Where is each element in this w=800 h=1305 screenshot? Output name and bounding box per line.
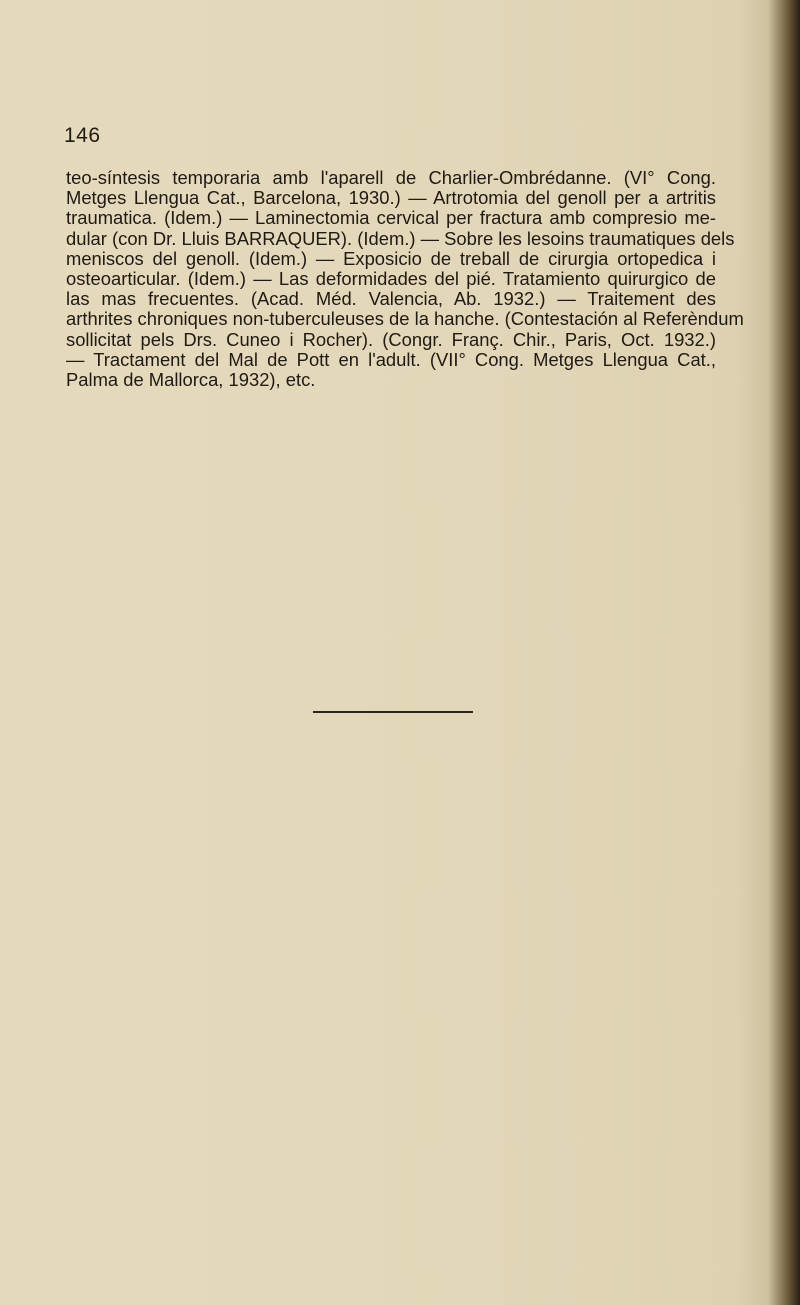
text-line: teo-síntesis temporaria amb l'aparell de Charlier-Ombrédanne. (VI° Cong.	[66, 167, 716, 188]
text-line: arthrites chroniques non-tuberculeuses de la hanche. (Contestación al Referèndum	[66, 308, 744, 330]
text-line: las mas frecuentes. (Acad. Méd. Valencia, Ab. 1932.) — Traitement des	[66, 288, 716, 310]
text-line: Metges Llengua Cat., Barcelona, 1930.) — Artrotomia del genoll per a artritis	[66, 187, 716, 209]
text-line: Palma de Mallorca, 1932), etc.	[66, 369, 316, 391]
text-line: — Tractament del Mal de Pott en l'adult. (VII° Cong. Metges Llengua Cat.,	[66, 348, 716, 370]
bibliography-paragraph	[66, 167, 744, 391]
text-line: traumatica. (Idem.) — Laminectomia cervical per fractura amb compresio me-	[66, 207, 716, 229]
text-line: dular (con Dr. Lluis BARRAQUER). (Idem.) — Sobre les lesoins traumatiques dels	[66, 227, 735, 249]
text-line: osteoarticular. (Idem.) — Las deformidades del pié. Tratamiento quirurgico de	[66, 268, 716, 290]
page-number: 146	[64, 124, 101, 147]
text-line: meniscos del genoll. (Idem.) — Exposicio de treball de cirurgia ortopedica i	[66, 247, 716, 269]
separator-rule	[313, 711, 473, 713]
text-line: sollicitat pels Drs. Cuneo i Rocher). (Congr. Franç. Chir., Paris, Oct. 1932.)	[66, 328, 716, 350]
